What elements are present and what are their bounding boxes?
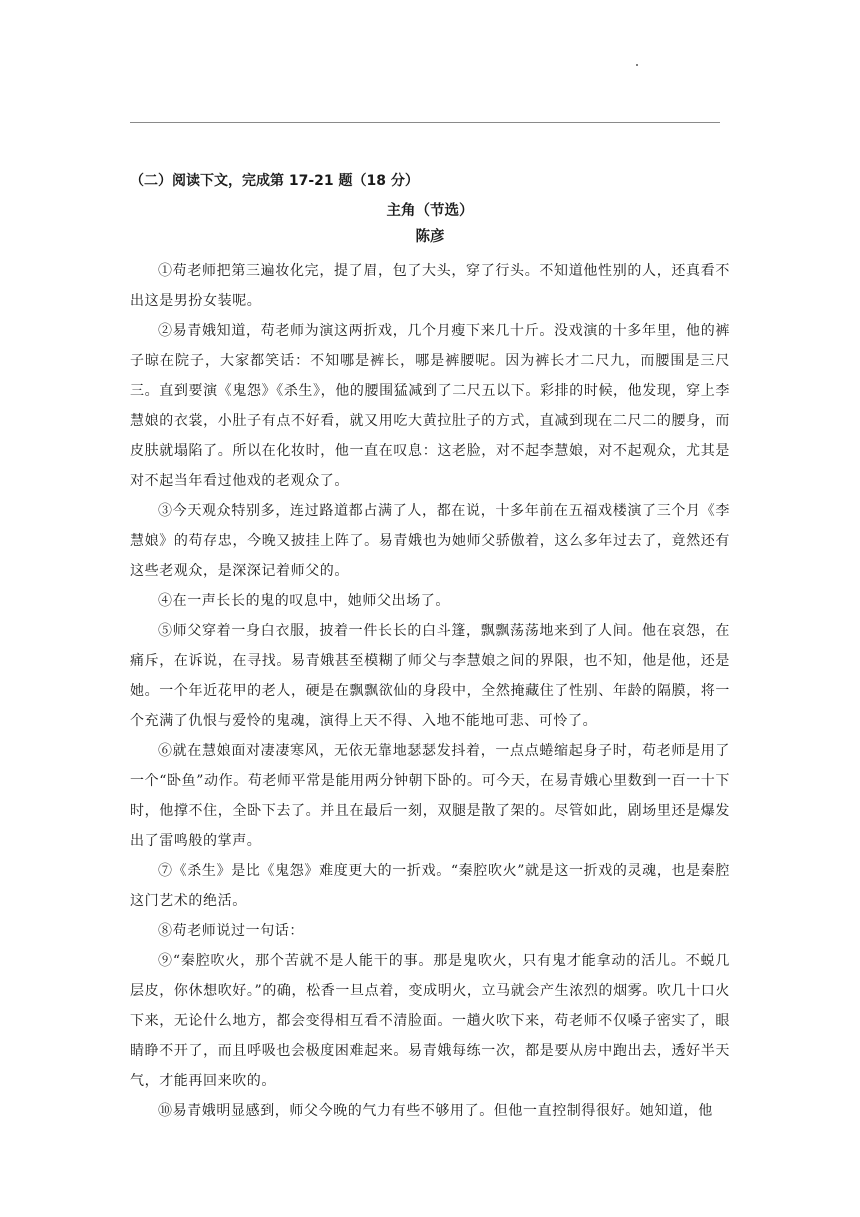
header-rule [130,122,720,123]
paragraph-8: ⑧苟老师说过一句话： [158,923,304,939]
paragraph-10: ⑩易青娥明显感到，师父今晚的气力有些不够用了。但他一直控制得很好。她知道，他 [158,1103,713,1119]
article-title: 主角（节选） [386,203,474,219]
article-author: 陈彦 [415,229,445,245]
paragraph-7: ⑦《杀生》是比《鬼怨》难度更大的一折戏。“秦腔吹火”就是这一折戏的灵魂，也是秦腔这门艺术的绝活。 [130,863,730,909]
paragraph-4: ④在一声长长的鬼的叹息中，她师父出场了。 [158,593,450,609]
section-heading: （二）阅读下文，完成第 17-21 题（18 分） [130,173,419,189]
page-corner-dot [636,64,638,66]
paragraph-1: ①苟老师把第三遍妆化完，提了眉，包了大头，穿了行头。不知道他性别的人，还真看不出这是男扮女装呢。 [130,263,730,309]
paragraph-2: ②易青娥知道，苟老师为演这两折戏，几个月瘦下来几十斤。没戏演的十多年里，他的裤子晾在院子，大家都笑话：不知哪是裤长，哪是裤腰呢。因为裤长才二尺九，而腰围是三尺三。直到要演《鬼怨》《杀生》，他的腰围猛减到了二尺五以下。彩排的时候，他发现，穿上李慧娘的衣裳，小肚子有点不好看，就又用吃大黄拉肚子的方式，直减到现在二尺二的腰身，而皮肤就塌陷了。所以在化妆时，他一直在叹息：这老脸，对不起李慧娘，对不起观众，尤其是对不起当年看过他戏的老观众了。 [130,323,730,489]
paragraph-9: ⑨“秦腔吹火，那个苦就不是人能干的事。那是鬼吹火，只有鬼才能拿动的活儿。不蜕几层皮，你休想吹好。”的确，松香一旦点着，变成明火，立马就会产生浓烈的烟雾。吹几十口火下来，无论什么地方，都会变得相互看不清脸面。一趟火吹下来，苟老师不仅嗓子密实了，眼睛睁不开了，而且呼吸也会极度困难起来。易青娥每练一次，都是要从房中跑出去，透好半天气，才能再回来吹的。 [130,953,730,1089]
paragraph-6: ⑥就在慧娘面对凄凄寒风，无依无靠地瑟瑟发抖着，一点点蜷缩起身子时，苟老师是用了一个“卧鱼”动作。苟老师平常是能用两分钟朝下卧的。可今天，在易青娥心里数到一百一十下时，他撑不住，全卧下去了。并且在最后一刻，双腿是散了架的。尽管如此，剧场里还是爆发出了雷鸣般的掌声。 [130,743,730,849]
paragraph-3: ③今天观众特别多，连过路道都占满了人，都在说，十多年前在五福戏楼演了三个月《李慧娘》的苟存忠，今晚又披挂上阵了。易青娥也为她师父骄傲着，这么多年过去了，竟然还有这些老观众，是深深记着师父的。 [130,503,730,579]
document-body [130,168,730,1126]
paragraph-5: ⑤师父穿着一身白衣服，披着一件长长的白斗篷，飘飘荡荡地来到了人间。他在哀怨，在痛斥，在诉说，在寻找。易青娥甚至模糊了师父与李慧娘之间的界限，也不知，他是他，还是她。一个年近花甲的老人，硬是在飘飘欲仙的身段中，全然掩藏住了性别、年龄的隔膜，将一个充满了仇恨与爱怜的鬼魂，演得上天不得、入地不能地可悲、可怜了。 [130,623,730,729]
